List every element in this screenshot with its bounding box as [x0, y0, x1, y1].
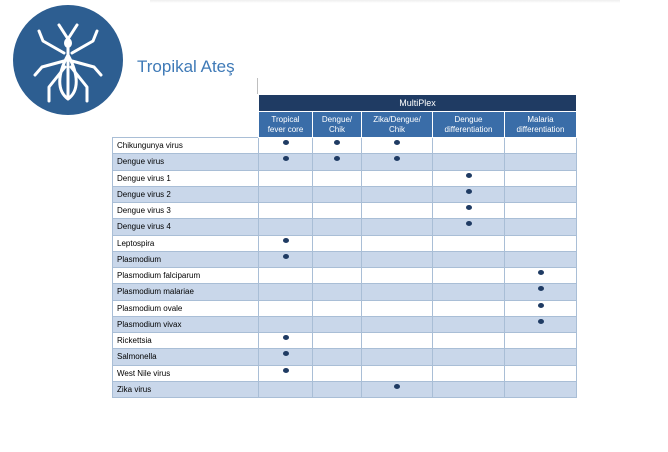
table-row [113, 284, 577, 300]
table-row [113, 381, 577, 397]
table-row [113, 251, 577, 267]
table-cell [259, 186, 313, 202]
table-cell [505, 235, 577, 251]
divider [257, 78, 258, 94]
pathogen-name: Leptospira [113, 235, 259, 251]
pathogen-name: Plasmodium falciparum [113, 268, 259, 284]
table-cell [313, 333, 362, 349]
table-cell [505, 154, 577, 170]
pathogen-name: Dengue virus 4 [113, 219, 259, 235]
table-cell [313, 251, 362, 267]
included-dot-icon [538, 303, 544, 308]
included-dot-icon [283, 368, 289, 373]
table-cell [433, 349, 505, 365]
table-cell [362, 138, 433, 154]
table-cell [313, 219, 362, 235]
table-cell [362, 349, 433, 365]
table-cell [362, 170, 433, 186]
table-cell [362, 316, 433, 332]
table-cell [362, 365, 433, 381]
table-cell [433, 284, 505, 300]
table-cell [313, 235, 362, 251]
included-dot-icon [283, 335, 289, 340]
table-cell [259, 235, 313, 251]
pathogen-name: Dengue virus 3 [113, 203, 259, 219]
table-cell [362, 300, 433, 316]
table-cell [433, 235, 505, 251]
table-cell [313, 203, 362, 219]
included-dot-icon [334, 156, 340, 161]
table-cell [505, 300, 577, 316]
table-cell [259, 365, 313, 381]
table-cell [433, 268, 505, 284]
pathogen-name: Dengue virus 1 [113, 170, 259, 186]
included-dot-icon [283, 351, 289, 356]
table-cell [505, 365, 577, 381]
included-dot-icon [334, 140, 340, 145]
table-cell [313, 170, 362, 186]
table-row [113, 219, 577, 235]
table-row [113, 349, 577, 365]
included-dot-icon [466, 205, 472, 210]
table-cell [313, 300, 362, 316]
table-cell [313, 138, 362, 154]
included-dot-icon [538, 319, 544, 324]
blank-corner [113, 95, 259, 112]
page-title: Tropikal Ateş [137, 57, 235, 76]
table-cell [433, 316, 505, 332]
column-header [362, 112, 433, 138]
group-header: MultiPlex [259, 95, 577, 112]
table-cell [505, 284, 577, 300]
included-dot-icon [283, 238, 289, 243]
table-cell [362, 333, 433, 349]
table-cell [362, 268, 433, 284]
table-cell [433, 154, 505, 170]
table-row [113, 316, 577, 332]
table-cell [505, 203, 577, 219]
column-header [259, 112, 313, 138]
table-cell [433, 203, 505, 219]
table-cell [433, 170, 505, 186]
pathogen-name: Dengue virus 2 [113, 186, 259, 202]
pathogen-name: Salmonella [113, 349, 259, 365]
pathogen-name: Plasmodium [113, 251, 259, 267]
included-dot-icon [466, 221, 472, 226]
table-cell [505, 333, 577, 349]
included-dot-icon [394, 384, 400, 389]
table-row [113, 235, 577, 251]
included-dot-icon [538, 286, 544, 291]
table-cell [433, 251, 505, 267]
table-cell [259, 300, 313, 316]
table-cell [362, 381, 433, 397]
column-header-line: Chik [328, 124, 345, 134]
table-cell [259, 203, 313, 219]
included-dot-icon [466, 189, 472, 194]
table-cell [313, 268, 362, 284]
table-cell [362, 284, 433, 300]
table-cell [433, 186, 505, 202]
table-cell [433, 138, 505, 154]
table-cell [505, 138, 577, 154]
table-cell [313, 316, 362, 332]
column-header [313, 112, 362, 138]
pathogen-name: Dengue virus [113, 154, 259, 170]
column-header-line: Malaria [527, 114, 554, 124]
table-cell [505, 170, 577, 186]
table-cell [505, 219, 577, 235]
table-cell [259, 154, 313, 170]
table-cell [313, 284, 362, 300]
table-row [113, 333, 577, 349]
pathogen-name: Plasmodium ovale [113, 300, 259, 316]
table-cell [259, 251, 313, 267]
table-cell [505, 251, 577, 267]
table-cell [505, 316, 577, 332]
table-cell [313, 349, 362, 365]
column-header-line: differentiation [444, 124, 493, 134]
included-dot-icon [283, 254, 289, 259]
included-dot-icon [394, 156, 400, 161]
column-header-line: fever core [267, 124, 304, 134]
table-cell [433, 365, 505, 381]
table-cell [433, 333, 505, 349]
column-header [505, 112, 577, 138]
included-dot-icon [283, 156, 289, 161]
table-cell [259, 268, 313, 284]
pathogen-name: Plasmodium malariae [113, 284, 259, 300]
table-cell [433, 219, 505, 235]
column-header-line: Tropical [271, 114, 300, 124]
included-dot-icon [394, 140, 400, 145]
table-cell [313, 365, 362, 381]
logo [13, 5, 123, 115]
table-row [113, 154, 577, 170]
table-cell [362, 186, 433, 202]
pathogen-name: Chikungunya virus [113, 138, 259, 154]
table-cell [259, 170, 313, 186]
column-header-line: Chik [388, 124, 405, 134]
table-cell [433, 300, 505, 316]
table-cell [259, 349, 313, 365]
pathogen-name: Zika virus [113, 381, 259, 397]
pathogen-table [112, 94, 577, 398]
column-header-line: differentiation [516, 124, 565, 134]
pathogen-name: Plasmodium vivax [113, 316, 259, 332]
table-cell [259, 284, 313, 300]
table-row [113, 365, 577, 381]
table-cell [362, 203, 433, 219]
table-cell [259, 316, 313, 332]
table-cell [505, 268, 577, 284]
table-cell [259, 381, 313, 397]
table-cell [313, 186, 362, 202]
table-cell [259, 138, 313, 154]
column-header-line: Dengue/ [321, 114, 353, 124]
column-header [433, 112, 505, 138]
table-cell [505, 349, 577, 365]
column-header-line: Dengue [454, 114, 483, 124]
table-row [113, 186, 577, 202]
column-header-line: Zika/Dengue/ [373, 114, 421, 124]
table-row [113, 268, 577, 284]
table-row [113, 300, 577, 316]
table-cell [313, 154, 362, 170]
table-row [113, 203, 577, 219]
table-cell [362, 235, 433, 251]
table-cell [433, 381, 505, 397]
table-cell [259, 333, 313, 349]
table-row [113, 138, 577, 154]
mosquito-icon [13, 5, 123, 115]
pathogen-name: Rickettsia [113, 333, 259, 349]
table-cell [362, 251, 433, 267]
included-dot-icon [466, 173, 472, 178]
included-dot-icon [283, 140, 289, 145]
table-cell [362, 154, 433, 170]
table-cell [362, 219, 433, 235]
top-shadow [150, 0, 620, 3]
table-row [113, 170, 577, 186]
blank-corner [113, 112, 259, 138]
table-cell [313, 381, 362, 397]
pathogen-name: West Nile virus [113, 365, 259, 381]
table-cell [505, 186, 577, 202]
table-cell [505, 381, 577, 397]
table-cell [259, 219, 313, 235]
included-dot-icon [538, 270, 544, 275]
